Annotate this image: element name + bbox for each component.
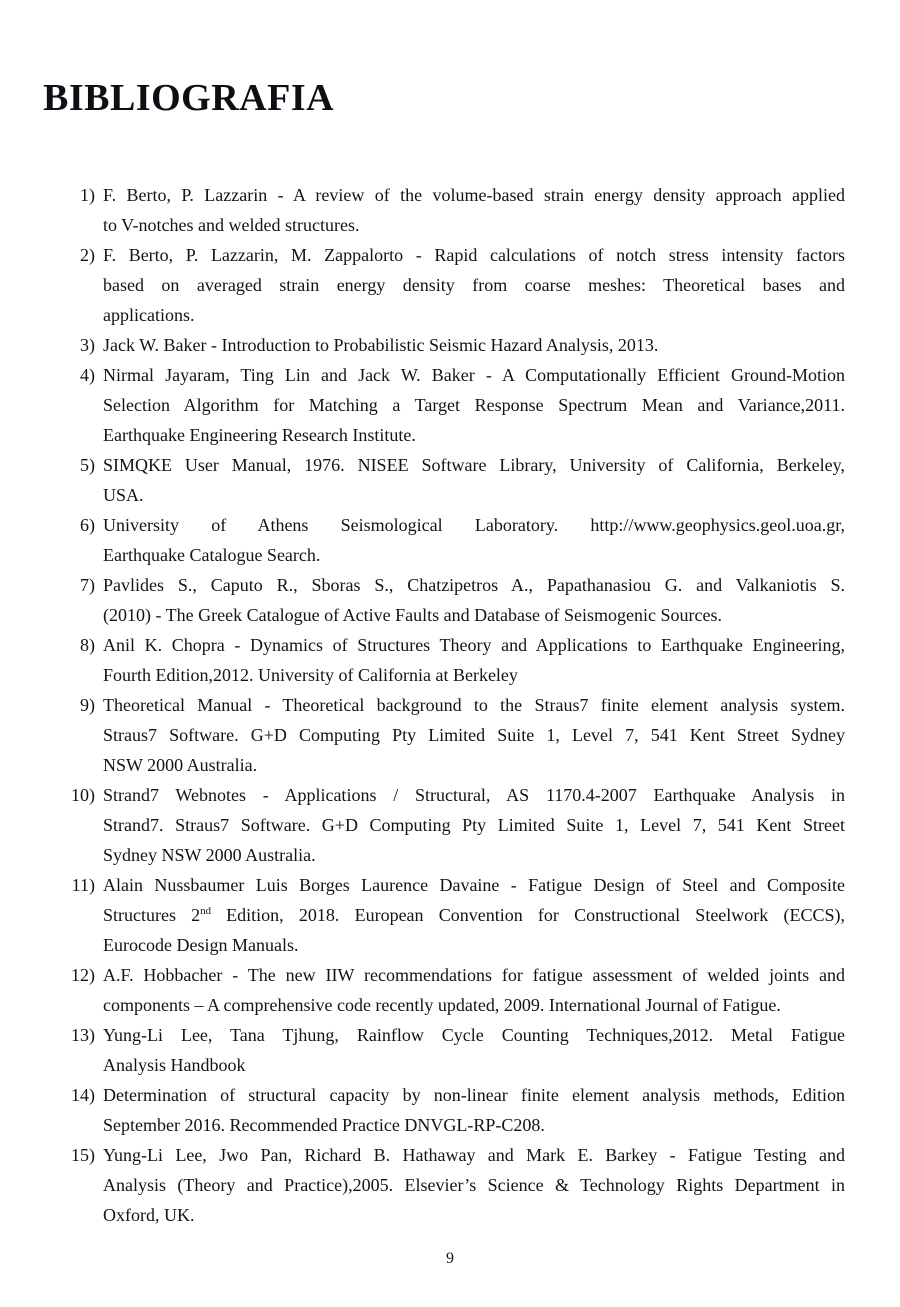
- reference-line: September 2016. Recommended Practice DNVGL-RP-C208.: [103, 1115, 545, 1135]
- reference-number: 6): [80, 515, 95, 535]
- reference-line: Jack W. Baker - Introduction to Probabilistic Seismic Hazard Analysis, 2013.: [103, 335, 659, 355]
- reference-line: Fourth Edition,2012. University of California at Berkeley: [103, 665, 518, 685]
- reference-item: [80, 330, 845, 360]
- page-number: 9: [446, 1250, 454, 1267]
- reference-line: USA.: [103, 485, 144, 505]
- reference-number: 14): [71, 1085, 95, 1105]
- reference-item: [71, 1020, 845, 1080]
- reference-number: 10): [71, 785, 95, 805]
- reference-item: [80, 690, 845, 780]
- reference-line: Yung-Li Lee, Jwo Pan, Richard B. Hathaway and Mark E. Barkey - Fatigue Testing and: [103, 1145, 845, 1165]
- reference-number: 11): [71, 875, 95, 895]
- reference-number: 2): [80, 245, 95, 265]
- reference-line: Straus7 Software. G+D Computing Pty Limited Suite 1, Level 7, 541 Kent Street Sydney: [103, 725, 845, 745]
- reference-item: [80, 240, 845, 330]
- reference-line: Strand7 Webnotes - Applications / Structural, AS 1170.4-2007 Earthquake Analysis in: [103, 785, 845, 805]
- reference-number: 13): [71, 1025, 95, 1045]
- reference-line: Eurocode Design Manuals.: [103, 935, 299, 955]
- reference-item: [71, 960, 845, 1020]
- reference-line: Nirmal Jayaram, Ting Lin and Jack W. Baker - A Computationally Efficient Ground-Motion: [103, 365, 845, 385]
- reference-item: [71, 1140, 845, 1230]
- reference-line: Oxford, UK.: [103, 1205, 195, 1225]
- reference-item: [80, 570, 845, 630]
- reference-item: [80, 450, 845, 510]
- reference-text: ,: [840, 515, 845, 535]
- reference-line: components – A comprehensive code recently updated, 2009. International Journal of Fatigue.: [103, 995, 781, 1015]
- reference-line: F. Berto, P. Lazzarin, M. Zappalorto - Rapid calculations of notch stress intensity factors: [103, 245, 845, 265]
- reference-text: Edition, 2018. European Convention for Constructional Steelwork (ECCS),: [210, 905, 845, 925]
- reference-line: Strand7. Straus7 Software. G+D Computing Pty Limited Suite 1, Level 7, 541 Kent Street: [103, 815, 845, 835]
- reference-line: Earthquake Catalogue Search.: [103, 545, 321, 565]
- reference-number: 7): [80, 575, 95, 595]
- reference-number: 12): [71, 965, 95, 985]
- reference-text: Structures 2: [103, 905, 201, 925]
- reference-line: to V-notches and welded structures.: [103, 215, 360, 235]
- reference-item: [71, 780, 845, 870]
- reference-line: NSW 2000 Australia.: [103, 755, 258, 775]
- reference-item: [71, 1080, 845, 1140]
- reference-number: 8): [80, 635, 95, 655]
- reference-list: [71, 180, 845, 1230]
- reference-number: 3): [80, 335, 95, 355]
- reference-line: Analysis Handbook: [103, 1055, 246, 1075]
- reference-line: Theoretical Manual - Theoretical background to the Straus7 finite element analysis system.: [103, 695, 845, 715]
- reference-item: [71, 870, 845, 960]
- reference-line: SIMQKE User Manual, 1976. NISEE Software Library, University of California, Berkeley,: [103, 455, 845, 475]
- reference-line: A.F. Hobbacher - The new IIW recommendations for fatigue assessment of welded joints and: [103, 965, 845, 985]
- reference-line: F. Berto, P. Lazzarin - A review of the volume-based strain energy density approach applied: [103, 185, 845, 205]
- reference-line: Yung-Li Lee, Tana Tjhung, Rainflow Cycle Counting Techniques,2012. Metal Fatigue: [103, 1025, 845, 1045]
- reference-number: 4): [80, 365, 95, 385]
- url-text: http://www.geophysics.geol.uoa.gr: [590, 515, 841, 535]
- reference-item: [80, 630, 845, 690]
- reference-line: [103, 510, 845, 540]
- reference-line: Selection Algorithm for Matching a Target Response Spectrum Mean and Variance,2011.: [103, 395, 845, 415]
- reference-number: 5): [80, 455, 95, 475]
- reference-item: [80, 510, 845, 570]
- reference-line: based on averaged strain energy density from coarse meshes: Theoretical bases and: [103, 275, 845, 295]
- reference-text: University of Athens Seismological Laboratory.: [103, 515, 591, 535]
- reference-line: Pavlides S., Caputo R., Sboras S., Chatzipetros A., Papathanasiou G. and Valkaniotis S.: [103, 575, 845, 595]
- reference-number: 1): [80, 185, 95, 205]
- reference-item: [80, 360, 845, 450]
- ordinal-superscript: nd: [200, 905, 211, 917]
- page-title: BIBLIOGRAFIA: [43, 77, 335, 119]
- reference-line: Analysis (Theory and Practice),2005. Elsevier’s Science & Technology Rights Department in: [103, 1175, 845, 1195]
- reference-line: (2010) - The Greek Catalogue of Active Faults and Database of Seismogenic Sources.: [103, 605, 722, 625]
- reference-line: Earthquake Engineering Research Institute.: [103, 425, 416, 445]
- reference-line: Anil K. Chopra - Dynamics of Structures Theory and Applications to Earthquake Engineering,: [103, 635, 845, 655]
- reference-line: applications.: [103, 305, 195, 325]
- reference-line: [103, 900, 845, 930]
- reference-item: [80, 180, 845, 240]
- reference-line: Sydney NSW 2000 Australia.: [103, 845, 316, 865]
- reference-number: 15): [71, 1145, 95, 1165]
- reference-line: Alain Nussbaumer Luis Borges Laurence Davaine - Fatigue Design of Steel and Composite: [103, 875, 845, 895]
- reference-number: 9): [80, 695, 95, 715]
- reference-line: Determination of structural capacity by non-linear finite element analysis methods, Edition: [103, 1085, 845, 1105]
